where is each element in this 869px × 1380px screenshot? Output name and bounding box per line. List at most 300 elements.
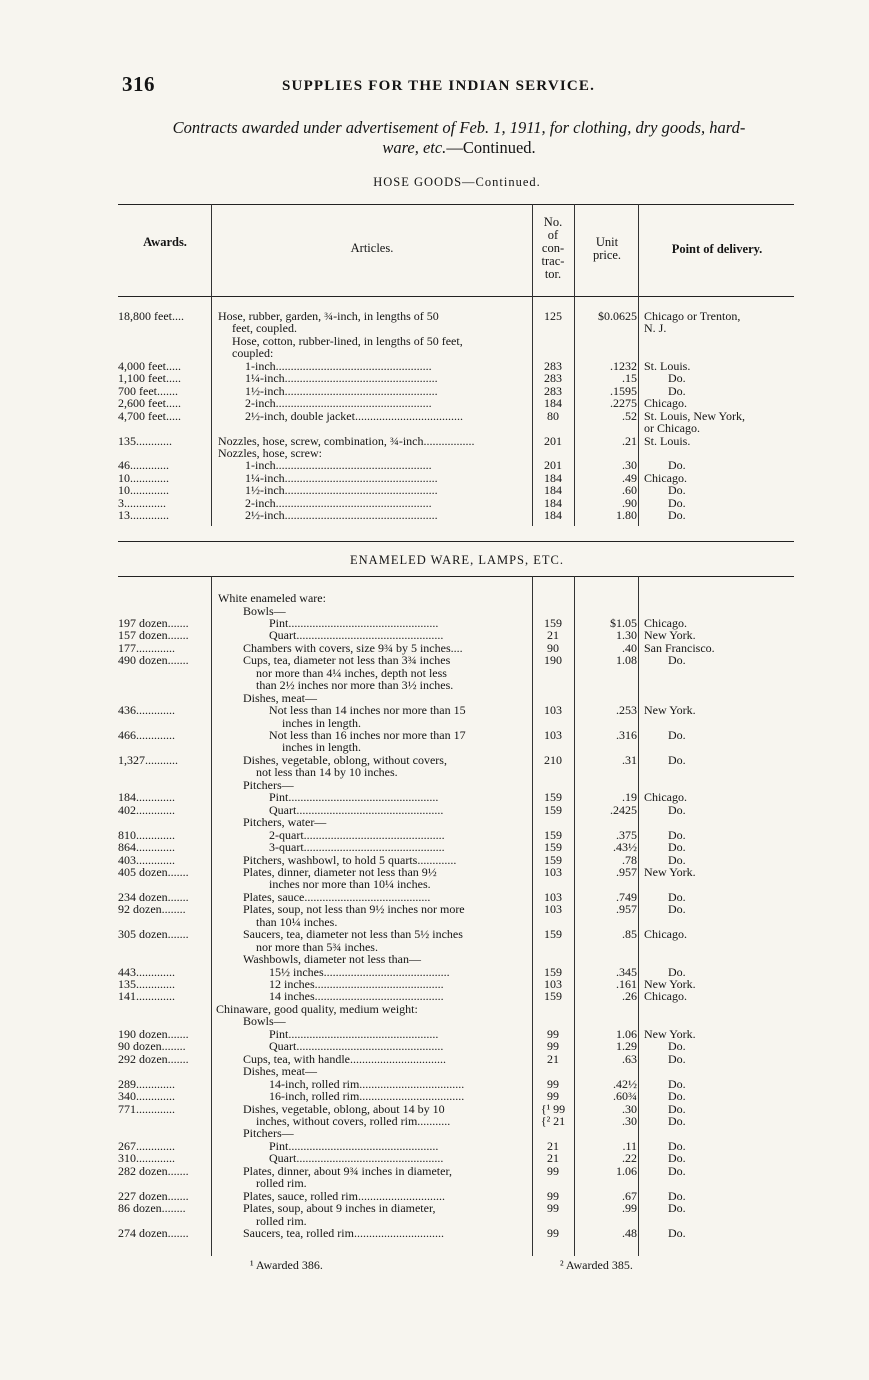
contractor-cell: 99 bbox=[547, 1201, 559, 1215]
award-cell: 135............ bbox=[118, 434, 172, 448]
table-row bbox=[0, 941, 869, 954]
contractor-cell: 159 bbox=[544, 827, 562, 842]
award-cell: 141............. bbox=[118, 990, 175, 1004]
delivery-cell: Do. bbox=[668, 964, 686, 979]
article-cell: Dishes, vegetable, oblong, without covers, bbox=[243, 753, 447, 767]
table-row bbox=[0, 816, 869, 829]
contractor-cell: 21 bbox=[547, 1138, 559, 1153]
article-cell: Plates, soup, about 9 inches in diameter, bbox=[243, 1202, 436, 1215]
award-cell: 157 dozen....... bbox=[118, 629, 189, 643]
header-contractor-line: tor. bbox=[544, 267, 562, 281]
price-cell: .316 bbox=[616, 728, 637, 742]
article-cell: 1-inch.................................................... bbox=[245, 359, 432, 373]
footnote-2: ² Awarded 385. bbox=[560, 1258, 633, 1272]
article-cell: Hose, cotton, rubber-lined, in lengths of 50 feet, bbox=[232, 334, 463, 348]
award-cell: 1,327........... bbox=[118, 753, 178, 767]
contractor-cell: 184 bbox=[544, 508, 562, 523]
price-cell: .957 bbox=[616, 864, 637, 879]
contractor-cell: 21 bbox=[547, 1151, 559, 1166]
header-contractor bbox=[533, 216, 573, 281]
table-row bbox=[0, 953, 869, 966]
table-row bbox=[0, 754, 869, 767]
contractor-cell: 159 bbox=[544, 852, 562, 867]
article-cell: 14-inch, rolled rim................................... bbox=[269, 1077, 465, 1091]
caption-line-2-italic: ware, etc. bbox=[382, 138, 447, 157]
article-cell: Pitchers, washbowl, to hold 5 quarts............. bbox=[243, 853, 457, 867]
article-cell: 3-quart............................................... bbox=[269, 841, 445, 854]
award-cell: 403............. bbox=[118, 853, 175, 867]
delivery-cell: New York. bbox=[644, 703, 696, 717]
contractor-cell: 159 bbox=[544, 615, 562, 630]
price-cell: .43½ bbox=[613, 840, 637, 854]
table-row bbox=[0, 679, 869, 692]
award-cell: 292 dozen....... bbox=[118, 1052, 189, 1066]
delivery-cell: New York. bbox=[644, 977, 696, 991]
price-cell: .26 bbox=[622, 989, 637, 1004]
delivery-cell: Do. bbox=[668, 840, 686, 854]
contractor-cell: 159 bbox=[544, 964, 562, 979]
price-cell: .67 bbox=[622, 1188, 637, 1203]
table-row bbox=[0, 866, 869, 879]
delivery-cell: Do. bbox=[668, 371, 686, 386]
award-cell: 3.............. bbox=[118, 496, 166, 510]
delivery-cell: Do. bbox=[668, 1101, 686, 1116]
article-cell: Washbowls, diameter not less than— bbox=[243, 953, 422, 966]
table-row bbox=[0, 322, 869, 335]
article-cell: Quart................................................. bbox=[269, 803, 444, 817]
article-cell: inches nor more than 10¼ inches. bbox=[269, 878, 431, 892]
table-row bbox=[0, 605, 869, 618]
table-row bbox=[0, 1053, 869, 1066]
article-cell: Bowls— bbox=[243, 1015, 286, 1029]
price-cell: .749 bbox=[616, 889, 637, 904]
table-caption bbox=[118, 118, 800, 158]
award-cell: 90 dozen........ bbox=[118, 1040, 186, 1054]
article-cell: Pitchers— bbox=[243, 1127, 294, 1141]
article-cell: 2½-inch, double jacket.................................... bbox=[245, 409, 463, 423]
table-row bbox=[0, 1078, 869, 1091]
award-cell: 466............. bbox=[118, 729, 175, 742]
price-cell: .22 bbox=[622, 1151, 637, 1166]
delivery-cell: Do. bbox=[668, 1113, 686, 1128]
article-cell: 12 inches........................................... bbox=[269, 978, 444, 991]
award-cell: 184............. bbox=[118, 791, 175, 805]
table-row bbox=[0, 1003, 869, 1016]
price-cell: .21 bbox=[622, 433, 637, 448]
price-cell: .375 bbox=[616, 827, 637, 842]
table-row bbox=[0, 484, 869, 497]
delivery-cell: St. Louis. bbox=[644, 358, 691, 373]
contractor-cell: 201 bbox=[544, 458, 562, 473]
award-cell: 864............. bbox=[118, 841, 175, 854]
price-cell: .52 bbox=[622, 408, 637, 423]
award-cell: 10............. bbox=[118, 471, 169, 485]
price-cell: .30 bbox=[622, 1101, 637, 1116]
article-cell: 1½-inch................................................... bbox=[245, 384, 438, 398]
award-cell: 10............. bbox=[118, 484, 169, 498]
article-cell: than 2½ inches nor more than 3½ inches. bbox=[256, 679, 454, 693]
contractor-cell: 21 bbox=[547, 628, 559, 643]
article-cell: Quart................................................. bbox=[269, 629, 444, 643]
table-row bbox=[0, 903, 869, 916]
section-title-hose-goods: HOSE GOODS—Continued. bbox=[373, 175, 541, 189]
contractor-cell: 103 bbox=[544, 703, 562, 717]
article-cell: White enameled ware: bbox=[218, 592, 326, 605]
contractor-cell: 90 bbox=[547, 640, 559, 655]
table-row bbox=[0, 592, 869, 605]
caption-line-2-rest: —Continued. bbox=[446, 138, 536, 157]
table-row bbox=[0, 1103, 869, 1116]
contractor-cell: {² 21 bbox=[540, 1113, 566, 1128]
article-cell: Plates, sauce.......................................... bbox=[243, 890, 431, 904]
award-cell: 771............. bbox=[118, 1102, 175, 1116]
article-cell: 2½-inch................................................... bbox=[245, 509, 438, 523]
price-cell: $0.0625 bbox=[598, 309, 637, 323]
contractor-cell: 103 bbox=[544, 889, 562, 904]
price-cell: .1232 bbox=[610, 358, 637, 373]
header-contractor-line: No. bbox=[543, 215, 563, 229]
section-title-enameled-ware: ENAMELED WARE, LAMPS, ETC. bbox=[350, 553, 564, 567]
article-cell: not less than 14 by 10 inches. bbox=[256, 766, 398, 780]
article-cell: 1¼-inch................................................... bbox=[245, 372, 438, 386]
award-cell: 282 dozen....... bbox=[118, 1164, 189, 1178]
contractor-cell: 201 bbox=[544, 433, 562, 448]
delivery-cell: N. J. bbox=[644, 321, 667, 336]
contractor-cell: 283 bbox=[544, 383, 562, 398]
header-awards: Awards. bbox=[143, 235, 187, 249]
award-cell: 18,800 feet.... bbox=[118, 310, 184, 323]
contractor-cell: {¹ 99 bbox=[540, 1101, 566, 1116]
table-row bbox=[0, 667, 869, 680]
price-cell: .78 bbox=[622, 852, 637, 867]
section-2-top-rule bbox=[118, 576, 794, 577]
article-cell: Quart................................................. bbox=[269, 1040, 444, 1054]
table-row bbox=[0, 497, 869, 510]
article-cell: Not less than 16 inches nor more than 17 bbox=[269, 729, 466, 742]
delivery-cell: Do. bbox=[668, 1163, 686, 1178]
contractor-cell: 210 bbox=[544, 752, 562, 767]
table-row bbox=[0, 704, 869, 717]
award-cell: 4,700 feet..... bbox=[118, 409, 181, 423]
contractor-cell: 99 bbox=[547, 1026, 559, 1041]
table-row bbox=[0, 1190, 869, 1203]
table-row bbox=[0, 779, 869, 792]
delivery-cell: Do. bbox=[668, 1089, 686, 1103]
delivery-cell: New York. bbox=[644, 864, 696, 879]
caption-line-1: Contracts awarded under advertisement of Feb. 1, 1911, for clothing, dry goods, hard- bbox=[172, 118, 746, 137]
contractor-cell: 190 bbox=[544, 653, 562, 668]
award-cell: 4,000 feet..... bbox=[118, 359, 181, 373]
award-cell: 92 dozen........ bbox=[118, 903, 186, 917]
contractor-cell: 125 bbox=[544, 309, 562, 323]
header-unit-price bbox=[576, 236, 638, 262]
article-cell: Pitchers, water— bbox=[243, 816, 327, 830]
contractor-cell: 99 bbox=[547, 1076, 559, 1091]
contractor-cell: 184 bbox=[544, 483, 562, 498]
table-row bbox=[0, 1090, 869, 1103]
contractor-cell: 184 bbox=[544, 470, 562, 485]
table-row bbox=[0, 916, 869, 929]
table-row bbox=[0, 1152, 869, 1165]
price-cell: 1.06 bbox=[616, 1163, 637, 1178]
delivery-cell: St. Louis. bbox=[644, 433, 691, 448]
article-cell: inches, without covers, rolled rim........... bbox=[256, 1114, 451, 1128]
contractor-cell: 80 bbox=[547, 408, 559, 423]
delivery-cell: Do. bbox=[668, 1188, 686, 1203]
contractor-cell: 159 bbox=[544, 840, 562, 854]
table-row bbox=[0, 1040, 869, 1053]
table-row bbox=[0, 654, 869, 667]
table-row bbox=[0, 447, 869, 460]
table-row bbox=[0, 878, 869, 891]
award-cell: 234 dozen....... bbox=[118, 890, 189, 904]
award-cell: 1,100 feet..... bbox=[118, 372, 181, 386]
award-cell: 177............. bbox=[118, 641, 175, 655]
price-cell: .15 bbox=[622, 371, 637, 386]
contractor-cell: 184 bbox=[544, 495, 562, 510]
contractor-cell: 103 bbox=[544, 977, 562, 991]
price-cell: .1595 bbox=[610, 383, 637, 398]
contractor-cell: 103 bbox=[544, 728, 562, 742]
price-cell: .161 bbox=[616, 977, 637, 991]
table-row bbox=[0, 360, 869, 373]
delivery-cell: Do. bbox=[668, 483, 686, 498]
contractor-cell: 103 bbox=[544, 864, 562, 879]
table-row bbox=[0, 766, 869, 779]
table-row bbox=[0, 1015, 869, 1028]
delivery-cell: Do. bbox=[668, 1225, 686, 1240]
table-row bbox=[0, 1140, 869, 1153]
section-divider-rule bbox=[118, 541, 794, 542]
delivery-cell: Do. bbox=[668, 1076, 686, 1091]
article-cell: nor more than 4¼ inches, depth not less bbox=[256, 666, 447, 680]
article-cell: rolled rim. bbox=[256, 1177, 307, 1191]
header-contractor-line: con- bbox=[541, 241, 565, 255]
price-cell: .19 bbox=[622, 790, 637, 805]
award-cell: 490 dozen....... bbox=[118, 654, 189, 668]
article-cell: Dishes, meat— bbox=[243, 691, 317, 705]
article-cell: Cups, tea, diameter not less than 3¾ inches bbox=[243, 654, 451, 668]
delivery-cell: Do. bbox=[668, 1138, 686, 1153]
delivery-cell: Do. bbox=[668, 902, 686, 917]
delivery-cell: Chicago. bbox=[644, 470, 687, 485]
article-cell: Cups, tea, with handle................................ bbox=[243, 1052, 446, 1066]
article-cell: 1-inch.................................................... bbox=[245, 459, 432, 473]
article-cell: Chinaware, good quality, medium weight: bbox=[216, 1002, 418, 1016]
article-cell: Plates, soup, not less than 9½ inches nor more bbox=[243, 903, 465, 917]
contractor-cell: 99 bbox=[547, 1039, 559, 1054]
table-row bbox=[0, 410, 869, 423]
header-top-rule bbox=[118, 204, 794, 205]
price-cell: .49 bbox=[622, 470, 637, 485]
contractor-cell: 103 bbox=[544, 902, 562, 917]
delivery-cell: Do. bbox=[668, 827, 686, 842]
table-row bbox=[0, 509, 869, 522]
article-cell: than 10¼ inches. bbox=[256, 915, 338, 929]
header-unit-price-line: price. bbox=[592, 248, 622, 262]
article-cell: Dishes, vegetable, oblong, about 14 by 10 bbox=[243, 1102, 445, 1116]
table-row bbox=[0, 854, 869, 867]
price-cell: .253 bbox=[616, 703, 637, 717]
article-cell: Not less than 14 inches nor more than 15 bbox=[269, 704, 466, 717]
award-cell: 227 dozen....... bbox=[118, 1189, 189, 1203]
contractor-cell: 21 bbox=[547, 1051, 559, 1066]
table-row bbox=[0, 1127, 869, 1140]
article-cell: Dishes, meat— bbox=[243, 1065, 317, 1079]
contractor-cell: 159 bbox=[544, 802, 562, 817]
delivery-cell: Do. bbox=[668, 1039, 686, 1054]
article-cell: Pitchers— bbox=[243, 778, 294, 792]
price-cell: .99 bbox=[622, 1201, 637, 1215]
article-cell: Pint.................................................. bbox=[269, 616, 439, 630]
table-row bbox=[0, 422, 869, 435]
award-cell: 289............. bbox=[118, 1077, 175, 1091]
price-cell: 1.29 bbox=[616, 1039, 637, 1054]
running-head: SUPPLIES FOR THE INDIAN SERVICE. bbox=[282, 78, 596, 94]
article-cell: 1½-inch................................................... bbox=[245, 484, 438, 498]
table-row bbox=[0, 791, 869, 804]
price-cell: .345 bbox=[616, 964, 637, 979]
header-articles: Articles. bbox=[350, 241, 394, 255]
table-row bbox=[0, 335, 869, 348]
contractor-cell: 99 bbox=[547, 1188, 559, 1203]
award-cell: 443............. bbox=[118, 965, 175, 979]
award-cell: 267............. bbox=[118, 1139, 175, 1153]
header-bottom-rule bbox=[118, 296, 794, 297]
article-cell: Chambers with covers, size 9¾ by 5 inches.... bbox=[243, 641, 463, 655]
price-cell: .60¾ bbox=[613, 1089, 637, 1103]
contractor-cell: 283 bbox=[544, 358, 562, 373]
price-cell: .11 bbox=[622, 1138, 637, 1153]
table-row bbox=[0, 435, 869, 448]
table-row bbox=[0, 741, 869, 754]
table-row bbox=[0, 1115, 869, 1128]
delivery-cell: or Chicago. bbox=[644, 421, 700, 436]
price-cell: 1.80 bbox=[616, 508, 637, 523]
table-row bbox=[0, 804, 869, 817]
price-cell: .957 bbox=[616, 902, 637, 917]
delivery-cell: Do. bbox=[668, 1151, 686, 1166]
article-cell: Nozzles, hose, screw: bbox=[218, 446, 322, 460]
contractor-cell: 283 bbox=[544, 371, 562, 386]
award-cell: 274 dozen....... bbox=[118, 1226, 189, 1240]
price-cell: .48 bbox=[622, 1225, 637, 1240]
table-row bbox=[0, 990, 869, 1003]
price-cell: 1.30 bbox=[616, 628, 637, 643]
delivery-cell: Chicago. bbox=[644, 615, 687, 630]
delivery-cell: Do. bbox=[668, 1201, 686, 1215]
award-cell: 405 dozen....... bbox=[118, 865, 189, 879]
article-cell: Pint.................................................. bbox=[269, 1027, 439, 1041]
article-cell: coupled: bbox=[232, 347, 274, 361]
contractor-cell: 159 bbox=[544, 790, 562, 805]
table-row bbox=[0, 1227, 869, 1240]
article-cell: Saucers, tea, rolled rim.............................. bbox=[243, 1226, 444, 1240]
delivery-cell: Chicago. bbox=[644, 989, 687, 1004]
article-cell: Bowls— bbox=[243, 604, 286, 618]
delivery-cell: Do. bbox=[668, 889, 686, 904]
article-cell: Plates, sauce, rolled rim............................. bbox=[243, 1189, 445, 1203]
award-cell: 190 dozen....... bbox=[118, 1027, 189, 1041]
article-cell: 1¼-inch................................................... bbox=[245, 471, 438, 485]
price-cell: .30 bbox=[622, 1113, 637, 1128]
article-cell: feet, coupled. bbox=[232, 322, 297, 336]
table-row bbox=[0, 629, 869, 642]
delivery-cell: Do. bbox=[668, 728, 686, 742]
price-cell: .2425 bbox=[610, 802, 637, 817]
contractor-cell: 99 bbox=[547, 1163, 559, 1178]
award-cell: 436............. bbox=[118, 704, 175, 717]
price-cell: .2275 bbox=[610, 396, 637, 411]
page-number: 316 bbox=[122, 72, 155, 96]
award-cell: 700 feet....... bbox=[118, 384, 178, 398]
award-cell: 46............. bbox=[118, 459, 169, 473]
header-contractor-line: trac- bbox=[541, 254, 565, 268]
delivery-cell: Do. bbox=[668, 653, 686, 668]
table-row bbox=[0, 966, 869, 979]
contractor-cell: 99 bbox=[547, 1225, 559, 1240]
article-cell: nor more than 5¾ inches. bbox=[256, 940, 378, 954]
table-row bbox=[0, 1165, 869, 1178]
delivery-cell: Do. bbox=[668, 458, 686, 473]
table-row bbox=[0, 617, 869, 630]
award-cell: 402............. bbox=[118, 803, 175, 817]
award-cell: 2,600 feet..... bbox=[118, 397, 181, 411]
price-cell: .63 bbox=[622, 1051, 637, 1066]
delivery-cell: Chicago. bbox=[644, 927, 687, 942]
delivery-cell: Do. bbox=[668, 852, 686, 867]
contractor-cell: 99 bbox=[547, 1089, 559, 1103]
table-row bbox=[0, 642, 869, 655]
price-cell: 1.08 bbox=[616, 653, 637, 668]
delivery-cell: Chicago. bbox=[644, 790, 687, 805]
delivery-cell: Do. bbox=[668, 752, 686, 767]
delivery-cell: Do. bbox=[668, 383, 686, 398]
price-cell: $1.05 bbox=[610, 615, 637, 630]
award-cell: 810............. bbox=[118, 828, 175, 842]
table-row bbox=[0, 841, 869, 854]
award-cell: 86 dozen........ bbox=[118, 1202, 186, 1215]
delivery-cell: San Francisco. bbox=[644, 640, 715, 655]
article-cell: 16-inch, rolled rim................................... bbox=[269, 1090, 465, 1103]
contractor-cell: 184 bbox=[544, 396, 562, 411]
header-point-of-delivery: Point of delivery. bbox=[671, 242, 763, 256]
table-row bbox=[0, 347, 869, 360]
table-row bbox=[0, 928, 869, 941]
price-cell: .30 bbox=[622, 458, 637, 473]
price-cell: .42½ bbox=[613, 1076, 637, 1091]
contractor-cell: 159 bbox=[544, 927, 562, 942]
price-cell: .90 bbox=[622, 495, 637, 510]
award-cell: 310............. bbox=[118, 1152, 175, 1166]
header-unit-price-line: Unit bbox=[595, 235, 619, 249]
article-cell: 2-inch.................................................... bbox=[245, 397, 432, 411]
table-row bbox=[0, 729, 869, 742]
caption-line-2 bbox=[118, 138, 800, 158]
table-row bbox=[0, 978, 869, 991]
article-cell: Pint.................................................. bbox=[269, 1139, 439, 1153]
table-row bbox=[0, 1202, 869, 1215]
table-row bbox=[0, 1065, 869, 1078]
article-cell: Pint.................................................. bbox=[269, 791, 439, 805]
price-cell: .85 bbox=[622, 927, 637, 942]
table-row bbox=[0, 1028, 869, 1041]
article-cell: 2-quart............................................... bbox=[269, 828, 445, 842]
footnote-1: ¹ Awarded 386. bbox=[250, 1258, 323, 1272]
award-cell: 305 dozen....... bbox=[118, 928, 189, 942]
table-row bbox=[0, 459, 869, 472]
contractor-cell: 159 bbox=[544, 989, 562, 1004]
